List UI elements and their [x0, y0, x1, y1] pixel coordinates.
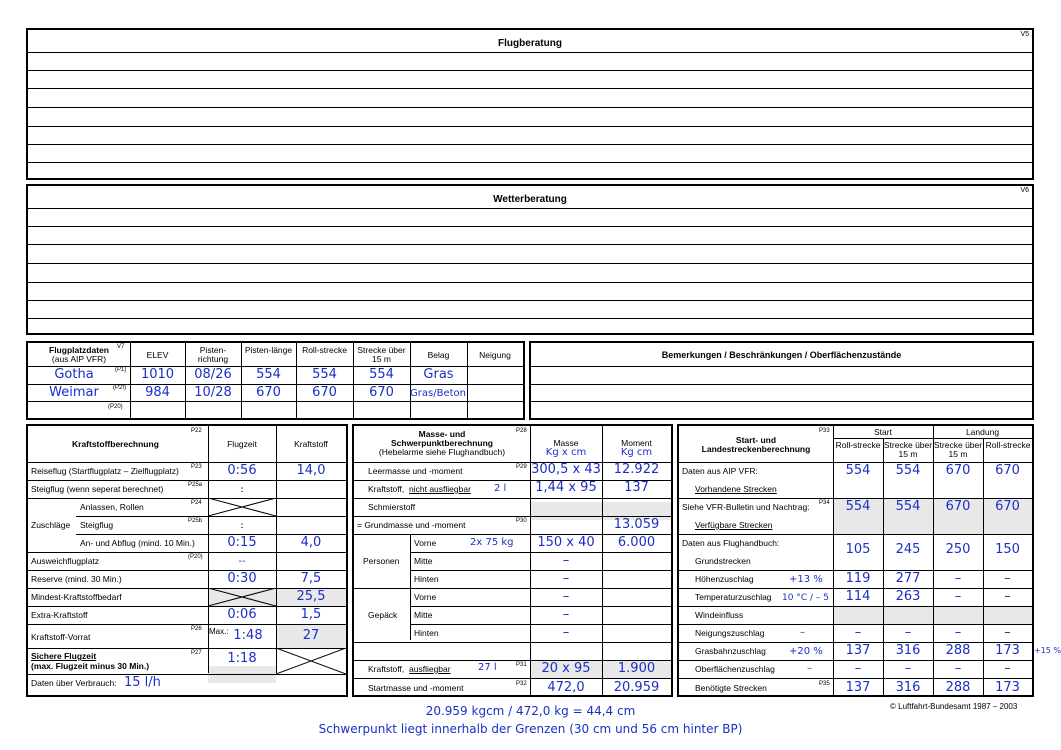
col-masse-unit: Kg x cm [545, 447, 587, 458]
flugplatz-header-label: Flugplatzdaten [49, 345, 109, 355]
neigung-note: – [800, 627, 805, 638]
vfr-start-15: 554 [895, 499, 921, 514]
col-flugzeit: Flugzeit [227, 439, 257, 449]
leer-label: Leermasse und -moment [368, 466, 463, 476]
flugplatz-header-ref: V7 [117, 344, 125, 350]
copyright: © Luftfahrt-Bundesamt 1987 – 2003 [890, 702, 1018, 711]
gras-label: Grasbahnzuschlag [695, 646, 766, 656]
temp-v: 263 [895, 589, 921, 604]
richtung-value: 08/26 [194, 367, 232, 382]
verbrauch-value: 15 l/h [124, 675, 161, 690]
g-mitte-masse: – [562, 607, 570, 622]
flugplatz-table [26, 341, 525, 420]
masse-title: Masse- und [418, 429, 466, 439]
gras-side-note: +15 % [1034, 646, 1061, 655]
grund-moment: 13.059 [613, 517, 660, 532]
vorrat-max: Max.: [209, 627, 229, 636]
flugberatung-section [26, 28, 1034, 180]
sicher-label: Sichere Flugzeit [31, 651, 97, 661]
strecke15-value: 554 [369, 367, 394, 382]
col-strecke15: Strecke über 15 m [357, 345, 406, 364]
vorrat-ref: P26 [191, 626, 202, 632]
benoetigt-ref: P35 [819, 681, 830, 687]
flugberatung-title: Flugberatung [498, 38, 562, 49]
personen-label: Personen [363, 556, 400, 566]
grund-v: 245 [895, 542, 921, 557]
leer-masse: 300,5 x 43 [531, 462, 601, 477]
ober-v: – [904, 661, 912, 676]
mindest-label: Mindest-Kraftstoffbedarf [31, 592, 122, 602]
airport-name: Weimar [49, 385, 99, 400]
g-hinten-masse: – [562, 625, 570, 640]
strecken-table [677, 424, 1034, 697]
extra-zeit: 0:06 [227, 607, 257, 622]
grund-ref: P30 [516, 518, 527, 524]
aip-land-roll: 670 [995, 463, 1020, 478]
extra-label: Extra-Kraftstoff [31, 610, 88, 620]
sicher-zeit: 1:18 [227, 651, 257, 666]
bemerkungen-title: Bemerkungen / Beschränkungen / Oberflächenzustände [661, 350, 902, 360]
g-vorne-label: Vorne [414, 592, 437, 602]
flugplatz-header-sub: (aus AIP VFR) [51, 354, 107, 364]
gras-v: 173 [995, 643, 1020, 658]
ober-label: Oberflächenzuschlag [695, 664, 775, 674]
belag-value: Gras/Beton [410, 388, 466, 399]
reiseflug-ref: P23 [191, 464, 202, 470]
gras-v: 316 [895, 643, 921, 658]
landung-header: Landung [965, 427, 1000, 437]
startmasse-moment: 20.959 [613, 680, 660, 695]
grund-v: 105 [845, 542, 871, 557]
neigung-v: – [1004, 625, 1011, 640]
footer-calc: 20.959 kgcm / 472,0 kg = 44,4 cm [425, 704, 636, 718]
flugberatung-version: V5 [1020, 31, 1029, 38]
sicher-ref: P27 [191, 650, 202, 656]
masse-title3: (Hebelarme siehe Flughandbuch) [378, 447, 506, 457]
roll-value: 554 [312, 367, 337, 382]
steig2-ref: P25b [188, 518, 203, 524]
strecken-ref: P33 [819, 428, 830, 434]
p-vorne-masse: 150 x 40 [537, 535, 595, 550]
crossed-cell [208, 498, 276, 516]
startmasse-ref: P32 [516, 681, 527, 687]
reserve-kraft: 7,5 [300, 571, 322, 586]
grund-v: 250 [945, 542, 971, 557]
kraft-aus-masse: 20 x 95 [541, 661, 591, 676]
neigung-label: Neigungszuschlag [695, 628, 765, 638]
kraft-aus-ref: P31 [516, 662, 527, 668]
col-neigung: Neigung [479, 350, 511, 360]
temp-label: Temperaturzuschlag [695, 592, 772, 602]
kraft-aus-sub: ausfliegbar [409, 664, 451, 674]
ober-v: – [1004, 661, 1011, 676]
reiseflug-kraft: 14,0 [296, 463, 326, 478]
col-pistenlaenge: Pisten-länge [244, 345, 293, 355]
hoehe-label: Höhenzuschlag [695, 574, 754, 584]
temp-v: – [1004, 589, 1011, 604]
wind-label: Windeinfluss [695, 610, 744, 620]
grund-v: 150 [995, 542, 1020, 557]
laenge-value: 670 [256, 385, 281, 400]
hoehe-v: 277 [895, 571, 921, 586]
steigflug-label: Steigflug (wenn seperat berechnet) [31, 484, 164, 494]
kraftstoff-ref: P22 [191, 428, 202, 434]
ausweich-zeit: -- [238, 556, 246, 567]
hoehe-v: – [954, 571, 962, 586]
vorrat-label: Kraftstoff-Vorrat [31, 632, 91, 642]
kraft-nicht-moment: 137 [624, 480, 649, 495]
col-strecke15: Strecke über 15 m [883, 440, 933, 459]
aip-land-15: 670 [945, 463, 971, 478]
col-pistenrichtung: Pisten-richtung [197, 345, 229, 364]
leer-ref: P29 [516, 464, 527, 470]
col-roll: Roll-strecke [985, 440, 1031, 450]
gras-v: 288 [945, 643, 971, 658]
anab-kraft: 4,0 [300, 535, 322, 550]
aip-start-15: 554 [895, 463, 921, 478]
col-rollstrecke: Roll-strecke [302, 345, 347, 355]
aip-label: Daten aus AIP VFR: [682, 466, 758, 476]
reserve-zeit: 0:30 [227, 571, 257, 586]
schmier-label: Schmierstoff [368, 502, 416, 512]
grund-label: Grundstrecken [695, 556, 751, 566]
p-hinten-label: Hinten [414, 574, 439, 584]
mindest-kraft: 25,5 [296, 589, 326, 604]
p-vorne-note: 2x 75 kg [470, 537, 514, 548]
grund-label: = Grundmasse und -moment [357, 520, 466, 530]
laenge-value: 554 [256, 367, 281, 382]
gras-v: 137 [845, 643, 871, 658]
col-strecke15: Strecke über 15 m [933, 440, 983, 459]
reserve-label: Reserve (mind. 30 Min.) [31, 574, 122, 584]
kraftstoff-title: Kraftstoffberechnung [72, 439, 159, 449]
bemerkungen-section [529, 341, 1034, 420]
hoehe-note: +13 % [789, 574, 823, 585]
col-belag: Belag [427, 350, 450, 360]
benoetigt-v: 137 [845, 680, 871, 695]
startmasse-masse: 472,0 [547, 680, 585, 695]
kraft-aus-label: Kraftstoff, [368, 664, 405, 674]
wetterberatung-version: V6 [1020, 187, 1029, 194]
row-ref: (P20) [108, 404, 123, 410]
gepaeck-label: Gepäck [368, 610, 398, 620]
reiseflug-label: Reiseflug (Startflugplatz – Zielflugplatz) [31, 466, 179, 476]
gras-note: +20 % [789, 646, 823, 657]
row-ref: (P1) [115, 367, 127, 373]
wetterberatung-section [26, 184, 1034, 335]
vfr-land-15: 670 [945, 499, 971, 514]
col-moment-unit: Kg cm [620, 447, 653, 458]
kraft-aus-moment: 1.900 [617, 661, 656, 676]
crossed-cell [276, 648, 346, 674]
belag-value: Gras [423, 367, 454, 382]
vfr-sub: Verfügbare Strecken [695, 520, 773, 530]
p-vorne-moment: 6.000 [617, 535, 656, 550]
footer-result: Schwerpunkt liegt innerhalb der Grenzen (30 cm und 56 cm hinter BP) [318, 722, 743, 736]
masse-ref: P28 [516, 428, 527, 434]
aip-start-roll: 554 [845, 463, 871, 478]
benoetigt-v: 288 [945, 680, 971, 695]
kraft-nicht-sub: nicht ausfliegbar [409, 484, 471, 494]
g-vorne-masse: – [562, 589, 570, 604]
temp-v: 114 [845, 589, 871, 604]
steigflug-ref: P25a [188, 482, 203, 488]
strecken-title2: Landestreckenberechnung [701, 444, 811, 454]
richtung-value: 10/28 [194, 385, 232, 400]
ober-v: – [954, 661, 962, 676]
ausweich-label: Ausweichflugplatz [31, 556, 100, 566]
vfr-label: Siehe VFR-Bulletin und Nachtrag: [682, 502, 810, 512]
reiseflug-zeit: 0:56 [227, 463, 257, 478]
col-roll: Roll-strecke [835, 440, 881, 450]
g-hinten-label: Hinten [414, 628, 439, 638]
vfr-land-roll: 670 [995, 499, 1020, 514]
temp-note: 10 °C / – 5 [782, 593, 829, 603]
p-mitte-label: Mitte [414, 556, 433, 566]
steig2-zeit: : [240, 520, 244, 530]
kraft-nicht-label: Kraftstoff, [368, 484, 405, 494]
neigung-v: – [854, 625, 862, 640]
zuschlaege-label: Zuschläge [31, 520, 71, 530]
neigung-v: – [904, 625, 912, 640]
vfr-ref: P34 [819, 500, 830, 506]
roll-value: 670 [312, 385, 337, 400]
crossed-cell [208, 588, 276, 606]
vorrat-zeit: 1:48 [233, 628, 263, 643]
elev-value: 1010 [140, 367, 175, 382]
p-mitte-masse: – [562, 553, 570, 568]
ober-v: – [854, 661, 862, 676]
steig2-label: Steigflug [80, 520, 114, 530]
verbrauch-label: Daten über Verbrauch: [31, 678, 117, 688]
sicher-sub: (max. Flugzeit minus 30 Min.) [31, 661, 150, 671]
hoehe-v: 119 [845, 571, 871, 586]
steigflug-zeit: : [240, 484, 244, 494]
anlassen-label: Anlassen, Rollen [80, 502, 144, 512]
neigung-v: – [954, 625, 962, 640]
col-moment: Moment [621, 438, 652, 448]
airport-name: Gotha [54, 367, 94, 382]
strecken-title: Start- und [735, 435, 777, 445]
aip-sub: Vorhandene Strecken [695, 484, 777, 494]
benoetigt-v: 173 [995, 680, 1020, 695]
startmasse-label: Startmasse und -moment [368, 683, 464, 693]
ausweich-ref: (P20) [188, 554, 203, 560]
p-hinten-masse: – [562, 571, 570, 586]
handbuch-label: Daten aus Flughandbuch: [682, 538, 780, 548]
benoetigt-label: Benötigte Strecken [695, 683, 767, 693]
kraft-aus-note: 27 l [478, 662, 497, 673]
p-vorne-label: Vorne [414, 538, 437, 548]
leer-moment: 12.922 [613, 462, 660, 477]
ober-note: – [807, 663, 812, 674]
vfr-start-roll: 554 [845, 499, 871, 514]
wetterberatung-title: Wetterberatung [493, 194, 567, 205]
kraft-nicht-note: 2 l [494, 483, 507, 494]
anlassen-ref: P24 [191, 500, 202, 506]
anab-zeit: 0:15 [227, 535, 257, 550]
col-kraftstoff: Kraftstoff [294, 439, 328, 449]
strecke15-value: 670 [369, 385, 394, 400]
start-header: Start [874, 427, 892, 437]
extra-kraft: 1,5 [300, 607, 322, 622]
temp-v: – [954, 589, 962, 604]
masse-table [352, 424, 673, 697]
hoehe-v: – [1004, 571, 1011, 586]
elev-value: 984 [145, 385, 170, 400]
col-masse: Masse [553, 438, 579, 448]
vorrat-kraft: 27 [302, 628, 320, 643]
row-ref: (P2f) [113, 385, 127, 391]
kraftstoff-table [26, 424, 348, 697]
anab-label: An- und Abflug (mind. 10 Min.) [80, 538, 195, 548]
masse-title2: Schwerpunktberechnung [390, 438, 493, 448]
benoetigt-v: 316 [895, 680, 921, 695]
col-elev: ELEV [146, 350, 169, 360]
g-mitte-label: Mitte [414, 610, 433, 620]
kraft-nicht-masse: 1,44 x 95 [535, 480, 597, 495]
